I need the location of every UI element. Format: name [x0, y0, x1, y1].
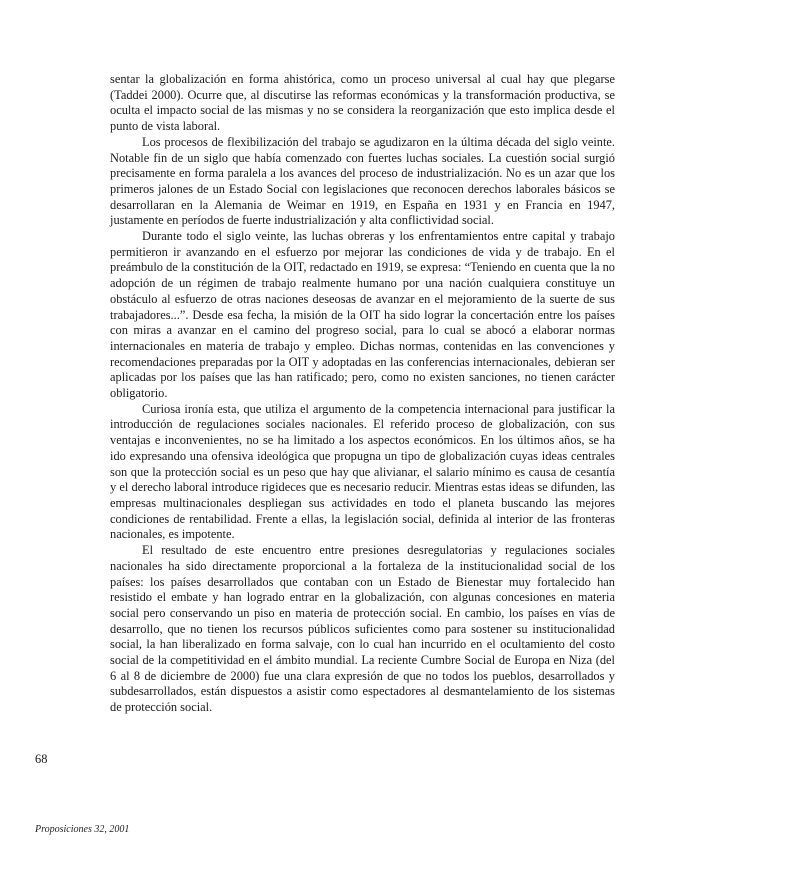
paragraph-2: Los procesos de flexibilización del trabajo se agudizaron en la última década del siglo veinte. Notable fin de un siglo que había comenzado con fuertes luchas sociales. La cuestión social surgió precisamente en forma paralela a los avances del proceso de industrialización. No es un azar que los primeros jalones de un Estado Social con legislaciones que reconocen derechos laborales básicos se desarrollaran en la Alemania de Weimar en 1919, en España en 1931 y en Francia en 1947, justamente en períodos de fuerte industrialización y alta conflictividad social.: [110, 134, 615, 228]
paragraph-4: Curiosa ironía esta, que utiliza el argumento de la competencia internacional para justificar la introducción de regulaciones sociales nacionales. El referido proceso de globalización, con sus ventajas e inconvenientes, no se ha limitado a los aspectos económicos. En los últimos años, se ha ido expresando una ofensiva ideológica que propugna un tipo de globalización cuyas ideas centrales son que la protección social es un peso que hay que alivianar, el salario mínimo es causa de cesantía y el derecho laboral introduce rigideces que es necesario reducir. Mientras estas ideas se difunden, las empresas multinacionales despliegan sus actividades en todo el planeta buscando las mejores condiciones de rentabilidad. Frente a ellas, la legislación social, definida al interior de las fronteras nacionales, es impotente.: [110, 401, 615, 542]
page-number: 68: [35, 752, 48, 766]
paragraph-3: Durante todo el siglo veinte, las luchas obreras y los enfrentamientos entre capital y trabajo permitieron ir avanzando en el esfuerzo por mejorar las condiciones de vida y de trabajo. En el preámbulo de la constitución de la OIT, redactado en 1919, se expresa: “Teniendo en cuenta que la no adopción de un régimen de trabajo realmente humano por una nación cualquiera constituye un obstáculo al esfuerzo de otras naciones deseosas de avanzar en el mejoramiento de la suerte de sus trabajadores...”. Desde esa fecha, la misión de la OIT ha sido lograr la concertación entre los países con miras a avanzar en el camino del progreso social, para lo cual se abocó a elaborar normas internacionales en materia de trabajo y empleo. Dichas normas, contenidas en las convenciones y recomendaciones preparadas por la OIT y adoptadas en las conferencias internacionales, debieran ser aplicadas por los países que las han ratificado; pero, como no existen sanciones, no tienen carácter obligatorio.: [110, 229, 615, 401]
paragraph-1: sentar la globalización en forma ahistórica, como un proceso universal al cual hay que plegarse (Taddei 2000). Ocurre que, al discutirse las reformas económicas y la transformación productiva, se oculta el impacto social de las mismas y no se considera la reorganización que esto implica desde el punto de vista laboral.: [110, 72, 615, 134]
paragraph-5: El resultado de este encuentro entre presiones desregulatorias y regulaciones sociales nacionales ha sido directamente proporcional a la fortaleza de la institucionalidad social de los países: los países desarrollados que contaban con un Estado de Bienestar muy fortalecido han resistido el embate y han logrado entrar en la globalización, con algunas concesiones en materia social pero conservando un piso en materia de protección social. En cambio, los países en vías de desarrollo, que no tienen los recursos públicos suficientes como para sostener su institucionalidad social, la han liberalizado en forma salvaje, con lo cual han incurrido en el ocultamiento del costo social de la competitividad en el ámbito mundial. La reciente Cumbre Social de Europa en Niza (del 6 al 8 de diciembre de 2000) fue una clara expresión de que no todos los pueblos, desarrollados y subdesarrollados, están dispuestos a asistir como espectadores al desmantelamiento de los sistemas de protección social.: [110, 543, 615, 715]
page-body: [110, 72, 615, 716]
journal-footer: Proposiciones 32, 2001: [35, 824, 130, 835]
